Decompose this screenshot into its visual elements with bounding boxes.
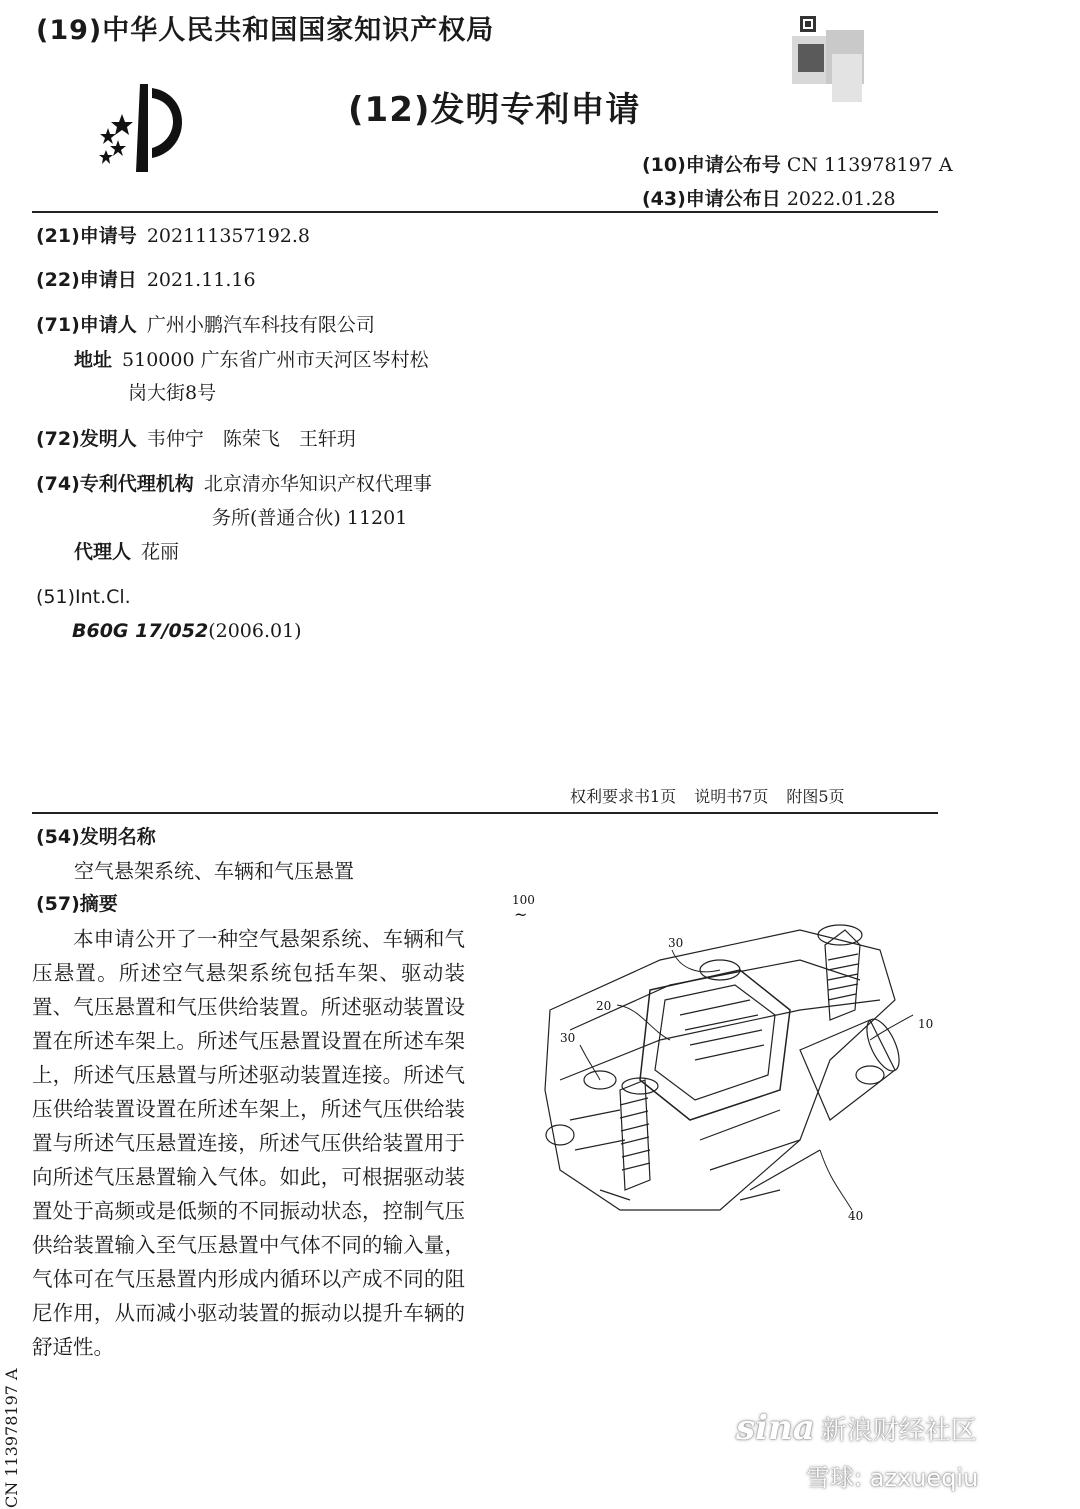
xueqiu-watermark: 雪球: azxueqiu xyxy=(806,1464,979,1492)
ref-label-30-top: 30 xyxy=(668,936,684,950)
publication-number-row xyxy=(642,150,953,177)
application-date-label: (22)申请日 xyxy=(36,269,137,291)
invention-title-label: (54)发明名称 xyxy=(36,826,156,848)
applicant-value: 广州小鹏汽车科技有限公司 xyxy=(146,314,375,336)
applicant xyxy=(36,312,375,338)
sina-community-text: 新浪财经社区 xyxy=(820,1416,977,1446)
ref-label-30-left: 30 xyxy=(560,1031,576,1045)
application-date-value: 2021.11.16 xyxy=(146,269,256,291)
invention-title: 空气悬架系统、车辆和气压悬置 xyxy=(74,859,354,883)
inventors-value: 韦仲宁 陈荣飞 王轩玥 xyxy=(146,428,356,450)
claims-pages: 权利要求书1页 xyxy=(570,787,677,806)
description-pages: 说明书7页 xyxy=(694,787,769,806)
inventors-label: (72)发明人 xyxy=(36,428,137,450)
patent-agency-label: (74)专利代理机构 xyxy=(36,473,194,495)
abstract-label: (57)摘要 xyxy=(36,893,118,915)
int-cl-date: (2006.01) xyxy=(208,620,302,642)
agent xyxy=(74,539,179,565)
abstract-divider xyxy=(32,812,938,814)
application-date xyxy=(36,267,256,293)
ref-label-10: 10 xyxy=(918,1017,934,1031)
page-counts xyxy=(570,784,863,807)
address-line-2: 岗大街8号 xyxy=(128,382,217,404)
ref-label-40: 40 xyxy=(848,1209,864,1223)
drawings-pages: 附图5页 xyxy=(786,787,845,806)
patent-agency-line-2: 务所(普通合伙) 11201 xyxy=(212,507,408,529)
sina-brand: sina xyxy=(736,1408,815,1448)
application-number-value: 202111357192.8 xyxy=(146,225,311,247)
address-line-1: 510000 广东省广州市天河区岑村松 xyxy=(122,349,429,371)
agent-label: 代理人 xyxy=(74,541,132,563)
sina-watermark xyxy=(736,1408,977,1448)
publication-date-row xyxy=(642,184,896,211)
int-cl-label: (51)Int.Cl. xyxy=(36,586,131,608)
int-cl-classification xyxy=(72,618,302,644)
application-number-label: (21)申请号 xyxy=(36,225,137,247)
applicant-label: (71)申请人 xyxy=(36,314,137,336)
ref-label-20: 20 xyxy=(596,999,612,1013)
publication-number-label: (10)申请公布号 xyxy=(642,154,781,176)
agent-value: 花丽 xyxy=(141,541,180,563)
address xyxy=(74,347,429,373)
address-label: 地址 xyxy=(74,349,113,371)
qr-code-icon xyxy=(792,14,866,104)
inventors xyxy=(36,426,356,452)
patent-agency-line-1: 北京清亦华知识产权代理事 xyxy=(203,473,432,495)
publication-number-value: CN 113978197 A xyxy=(786,154,953,176)
side-publication-number: CN 113978197 A xyxy=(2,1368,21,1508)
publication-date-value: 2022.01.28 xyxy=(786,188,896,210)
ref-label-100: 100 xyxy=(512,893,535,907)
air-suspension-drawing xyxy=(500,890,950,1230)
header-divider xyxy=(32,211,938,213)
publication-date-label: (43)申请公布日 xyxy=(642,188,781,210)
application-number xyxy=(36,223,310,249)
office-heading: (19)中华人民共和国国家知识产权局 xyxy=(36,15,495,46)
ref-tilde: ~ xyxy=(514,905,528,924)
int-cl-class: B60G 17/052 xyxy=(72,620,209,642)
document-type-heading: (12)发明专利申请 xyxy=(348,90,641,130)
abstract-text: 本申请公开了一种空气悬架系统、车辆和气压悬置。所述空气悬架系统包括车架、驱动装置、气压悬置和气压供给装置。所述驱动装置设置在所述车架上。所述气压悬置设置在所述车架上，所述气压悬置与所述驱动装置连接。所述气压供给装置设置在所述车架上，所述气压供给装置与所述气压悬置连接，所述气压供给装置用于向所述气压悬置输入气体。如此，可根据驱动装置处于高频或是低频的不同振动状态，控制气压供给装置输入至气压悬置中气体不同的输入量，气体可在气压悬置内形成内循环以产成不同的阻尼作用，从而减小驱动装置的振动以提升车辆的舒适性。 xyxy=(32,927,465,1359)
cnipa-logo-icon xyxy=(88,80,200,176)
patent-agency xyxy=(36,471,432,497)
